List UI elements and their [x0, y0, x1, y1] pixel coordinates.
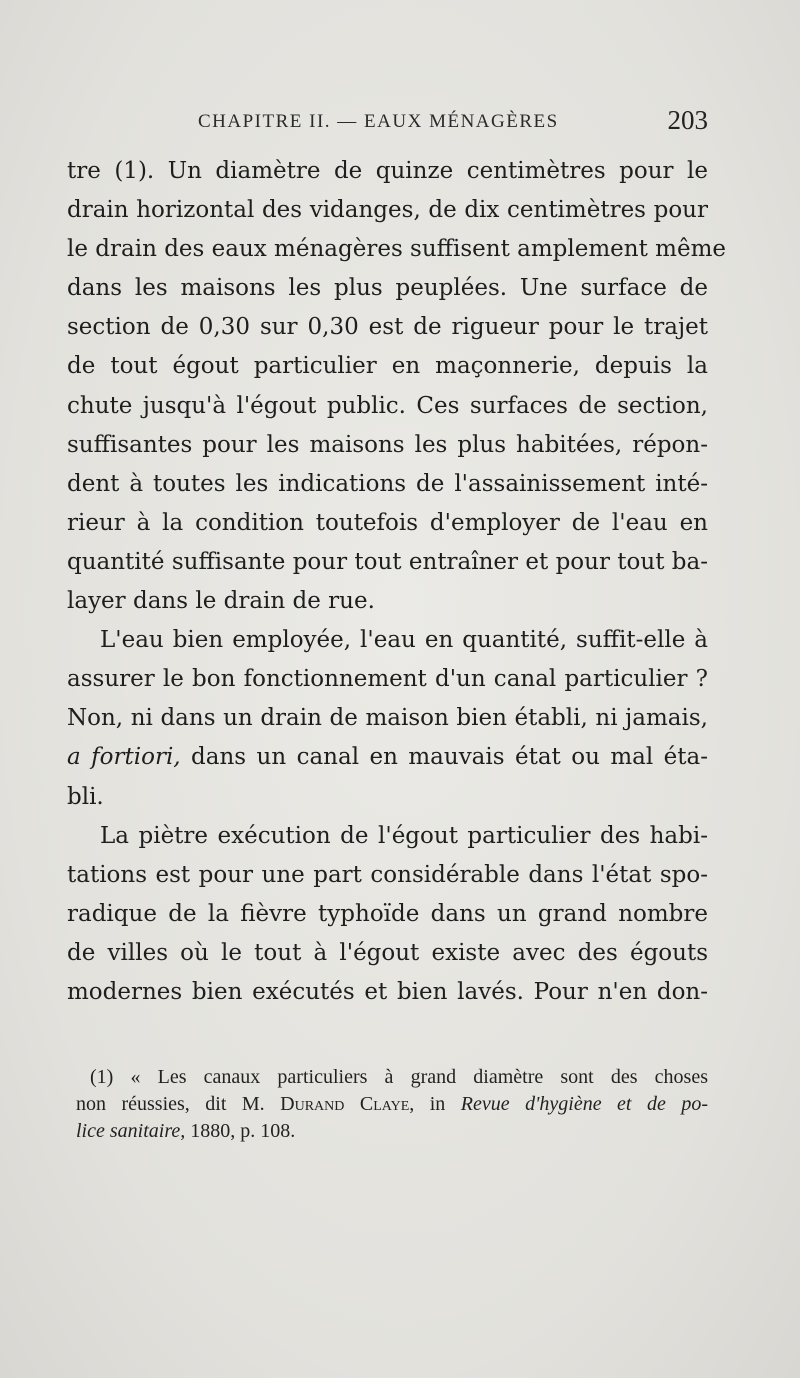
text-line: Non, ni dans un drain de maison bien établi, ni jamais,	[67, 705, 708, 732]
text-line: assurer le bon fonctionnement d'un canal particulier ?	[67, 666, 708, 693]
page-number: 203	[667, 105, 708, 135]
running-head: CHAPITRE II. — EAUX MÉNAGÈRES	[198, 111, 559, 132]
footnote-line: (1) « Les canaux particuliers à grand diamètre sont des choses	[90, 1066, 708, 1088]
text-line: le drain des eaux ménagères suffisent amplement même	[67, 236, 726, 263]
journal-title: lice sanitaire,	[76, 1120, 186, 1142]
text-line: La piètre exécution de l'égout particulier des habi-	[100, 822, 708, 849]
footnote-line	[76, 1091, 708, 1118]
text-line: L'eau bien employée, l'eau en quantité, suffit-elle à	[100, 627, 708, 654]
italic-phrase: a fortiori,	[67, 744, 181, 771]
footnote-line	[76, 1118, 708, 1145]
text-line: section de 0,30 sur 0,30 est de rigueur pour le trajet	[67, 314, 708, 341]
text-line: bli.	[67, 783, 104, 810]
text-line: chute jusqu'à l'égout public. Ces surfaces de section,	[67, 392, 708, 419]
text-line: drain horizontal des vidanges, de dix centimètres pour	[67, 197, 708, 224]
line-rest: dans un canal en mauvais état ou mal éta-	[180, 744, 708, 771]
footnote	[76, 1064, 708, 1145]
text-line: tations est pour une part considérable dans l'état spo-	[67, 861, 708, 888]
text-line: modernes bien exécutés et bien lavés. Pour n'en don-	[67, 978, 708, 1005]
text-line: quantité suffisante pour tout entraîner et pour tout ba-	[67, 548, 708, 575]
text-line: de tout égout particulier en maçonnerie, depuis la	[67, 353, 708, 380]
footnote-text: , in	[409, 1093, 461, 1115]
body-text	[67, 152, 726, 1012]
text-line-mixed	[67, 738, 708, 777]
text-line: rieur à la condition toutefois d'employer de l'eau en	[67, 509, 708, 536]
text-line: suffisantes pour les maisons les plus habitées, répon-	[67, 431, 708, 458]
text-line: dent à toutes les indications de l'assainissement inté-	[67, 470, 708, 497]
text-line: radique de la fièvre typhoïde dans un grand nombre	[67, 900, 708, 927]
journal-title: Revue d'hygiène et de po-	[460, 1093, 708, 1115]
text-line: tre (1). Un diamètre de quinze centimètres pour le	[67, 158, 708, 184]
footnote-text: 1880, p. 108.	[185, 1120, 296, 1142]
text-line: de villes où le tout à l'égout existe avec des égouts	[67, 939, 708, 966]
text-line: layer dans le drain de rue.	[67, 588, 375, 615]
author-name: Durand Claye	[280, 1093, 410, 1115]
page-header	[70, 105, 708, 145]
text-line: dans les maisons les plus peuplées. Une surface de	[67, 275, 708, 302]
footnote-text: non réussies, dit M.	[76, 1093, 281, 1115]
